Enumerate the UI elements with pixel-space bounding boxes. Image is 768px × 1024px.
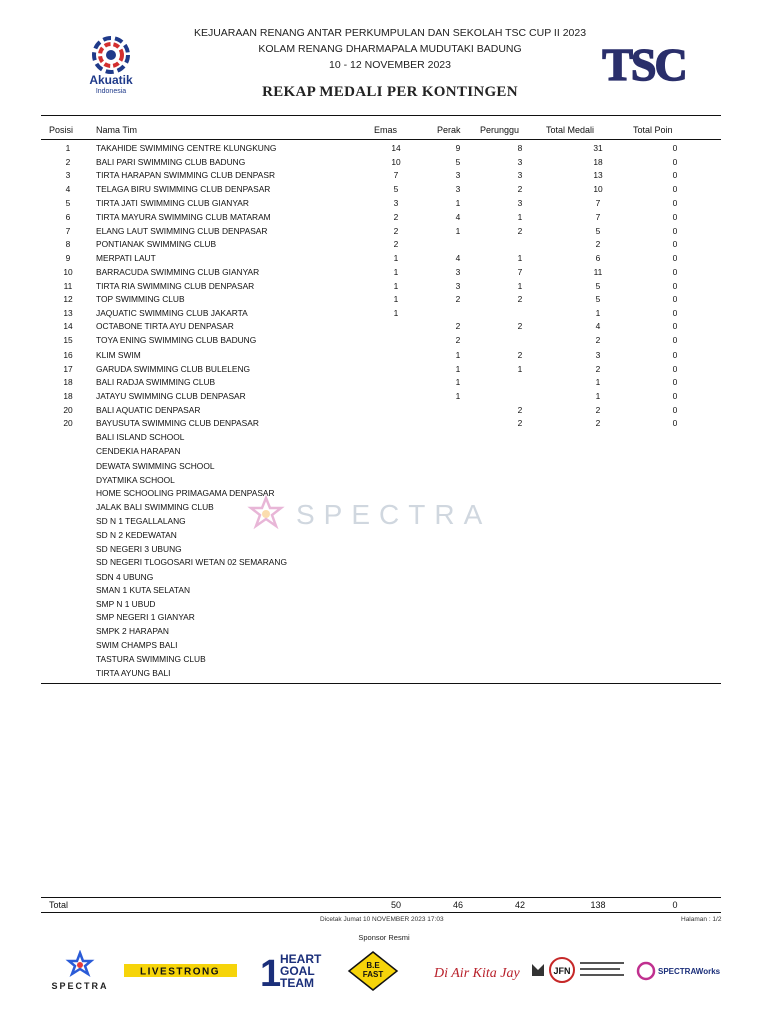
- sponsor-livestrong-text: LIVESTRONG: [139, 966, 221, 978]
- cell-posisi: 10: [63, 267, 73, 277]
- cell-total-medali: 11: [593, 267, 603, 277]
- cell-nama-tim: SD N 1 TEGALLALANG: [96, 516, 186, 526]
- cell-perunggu: 7: [517, 267, 523, 277]
- cell-nama-tim: JAQUATIC SWIMMING CLUB JAKARTA: [96, 308, 248, 318]
- cell-perunggu: 1: [517, 212, 523, 222]
- cell-perunggu: 3: [517, 198, 523, 208]
- table-row: [0, 239, 768, 252]
- cell-nama-tim: HOME SCHOOLING PRIMAGAMA DENPASAR: [96, 488, 275, 498]
- printed-timestamp: Dicetak Jumat 10 NOVEMBER 2023 17:03: [320, 916, 444, 923]
- cell-perak: 3: [455, 281, 461, 291]
- table-row: [0, 335, 768, 348]
- cell-total-medali: 2: [595, 239, 601, 249]
- cell-nama-tim: SMAN 1 KUTA SELATAN: [96, 585, 191, 595]
- table-row: [0, 461, 768, 474]
- akuatik-logo-sub: Indonesia: [95, 88, 127, 95]
- cell-posisi: 14: [63, 321, 73, 331]
- table-row: [0, 308, 768, 321]
- cell-perak: 3: [455, 267, 461, 277]
- totals-row: [0, 900, 768, 912]
- cell-nama-tim: MERPATI LAUT: [96, 253, 156, 263]
- svg-text:1: 1: [260, 953, 282, 992]
- totals-total-poin: 0: [672, 900, 678, 910]
- cell-total-medali: 7: [595, 212, 601, 222]
- cell-posisi: 15: [63, 335, 73, 345]
- cell-total-poin: 0: [672, 377, 678, 387]
- table-row: [0, 626, 768, 639]
- totals-top-rule: [41, 897, 721, 898]
- cell-perak: 3: [455, 170, 461, 180]
- cell-total-medali: 2: [595, 335, 601, 345]
- table-row: [0, 377, 768, 390]
- sponsor-befast: [347, 950, 399, 992]
- cell-perak: 4: [455, 253, 461, 263]
- cell-nama-tim: GARUDA SWIMMING CLUB BULELENG: [96, 364, 251, 374]
- cell-perak: 3: [455, 184, 461, 194]
- cell-nama-tim: TOYA ENING SWIMMING CLUB BADUNG: [96, 335, 257, 345]
- table-header-rule: [41, 139, 721, 140]
- cell-posisi: 2: [65, 157, 71, 167]
- col-perunggu: Perunggu: [480, 125, 520, 135]
- cell-total-poin: 0: [672, 143, 678, 153]
- cell-posisi: 20: [63, 418, 73, 428]
- cell-posisi: 13: [63, 308, 73, 318]
- cell-perak: 1: [455, 226, 461, 236]
- table-row: [0, 143, 768, 156]
- cell-posisi: 16: [63, 350, 73, 360]
- cell-total-medali: 5: [595, 226, 601, 236]
- totals-bottom-rule: [41, 912, 721, 913]
- cell-total-medali: 10: [593, 184, 603, 194]
- cell-total-poin: 0: [672, 418, 678, 428]
- sponsor-di-air-text: Di Air Kita Jaya: [434, 966, 520, 981]
- cell-nama-tim: PONTIANAK SWIMMING CLUB: [96, 239, 217, 249]
- cell-posisi: 20: [63, 405, 73, 415]
- cell-emas: 1: [393, 281, 399, 291]
- table-row: [0, 418, 768, 431]
- cell-nama-tim: TELAGA BIRU SWIMMING CLUB DENPASAR: [96, 184, 271, 194]
- table-row: [0, 253, 768, 266]
- cell-emas: 14: [391, 143, 401, 153]
- cell-total-poin: 0: [672, 239, 678, 249]
- cell-perunggu: 1: [517, 281, 523, 291]
- table-row: [0, 350, 768, 363]
- cell-total-medali: 2: [595, 364, 601, 374]
- cell-perak: 1: [455, 391, 461, 401]
- cell-nama-tim: SD N 2 KEDEWATAN: [96, 530, 177, 540]
- cell-posisi: 7: [65, 226, 71, 236]
- table-row: [0, 432, 768, 445]
- sponsor-jfn: [524, 950, 628, 992]
- cell-perunggu: 2: [517, 418, 523, 428]
- col-perak: Perak: [437, 125, 461, 135]
- cell-posisi: 17: [63, 364, 73, 374]
- cell-total-medali: 31: [593, 143, 603, 153]
- cell-total-medali: 2: [595, 418, 601, 428]
- cell-nama-tim: CENDEKIA HARAPAN: [96, 446, 181, 456]
- sponsor-heart-line3: TEAM: [280, 976, 314, 990]
- cell-total-medali: 1: [595, 377, 601, 387]
- cell-nama-tim: SMP NEGERI 1 GIANYAR: [96, 612, 195, 622]
- cell-total-medali: 3: [595, 350, 601, 360]
- table-row: [0, 585, 768, 598]
- sponsor-di-air: [430, 950, 520, 992]
- cell-nama-tim: JALAK BALI SWIMMING CLUB: [96, 502, 214, 512]
- table-row: [0, 446, 768, 459]
- cell-perunggu: 3: [517, 157, 523, 167]
- cell-perunggu: 1: [517, 253, 523, 263]
- cell-nama-tim: SD NEGERI TLOGOSARI WETAN 02 SEMARANG: [96, 557, 287, 567]
- cell-nama-tim: BALI PARI SWIMMING CLUB BADUNG: [96, 157, 246, 167]
- cell-posisi: 8: [65, 239, 71, 249]
- table-row: [0, 281, 768, 294]
- cell-emas: 1: [393, 294, 399, 304]
- cell-nama-tim: BALI RADJA SWIMMING CLUB: [96, 377, 216, 387]
- table-row: [0, 612, 768, 625]
- cell-nama-tim: TIRTA JATI SWIMMING CLUB GIANYAR: [96, 198, 249, 208]
- cell-emas: 5: [393, 184, 399, 194]
- cell-total-medali: 1: [595, 308, 601, 318]
- table-row: [0, 668, 768, 681]
- cell-nama-tim: TOP SWIMMING CLUB: [96, 294, 185, 304]
- cell-emas: 1: [393, 267, 399, 277]
- cell-emas: 10: [391, 157, 401, 167]
- totals-total-medali: 138: [590, 900, 606, 910]
- tsc-logo-text: TSC: [602, 39, 686, 86]
- col-total-poin: Total Poin: [633, 125, 673, 135]
- cell-total-medali: 2: [595, 405, 601, 415]
- col-total-medali: Total Medali: [546, 125, 595, 135]
- cell-nama-tim: DYATMIKA SCHOOL: [96, 475, 175, 485]
- cell-total-medali: 18: [593, 157, 603, 167]
- col-emas: Emas: [374, 125, 398, 135]
- sponsor-spectraworks-text: SPECTRAWorks: [658, 967, 721, 976]
- cell-emas: 2: [393, 212, 399, 222]
- cell-nama-tim: TIRTA RIA SWIMMING CLUB DENPASAR: [96, 281, 255, 291]
- cell-perak: 2: [455, 335, 461, 345]
- table-row: [0, 212, 768, 225]
- table-row: [0, 599, 768, 612]
- cell-perunggu: 2: [517, 350, 523, 360]
- cell-posisi: 6: [65, 212, 71, 222]
- cell-perak: 1: [455, 377, 461, 387]
- sponsor-jfn-text: JFN: [553, 966, 571, 976]
- table-row: [0, 198, 768, 211]
- cell-total-poin: 0: [672, 350, 678, 360]
- cell-total-poin: 0: [672, 212, 678, 222]
- cell-posisi: 5: [65, 198, 71, 208]
- table-row: [0, 557, 768, 570]
- cell-total-medali: 5: [595, 294, 601, 304]
- table-row: [0, 267, 768, 280]
- cell-perak: 1: [455, 364, 461, 374]
- table-row: [0, 654, 768, 667]
- table-top-rule: [41, 115, 721, 116]
- cell-perunggu: 2: [517, 405, 523, 415]
- table-row: [0, 226, 768, 239]
- cell-perunggu: 2: [517, 226, 523, 236]
- cell-posisi: 11: [63, 281, 73, 291]
- cell-perak: 1: [455, 350, 461, 360]
- cell-total-poin: 0: [672, 226, 678, 236]
- table-row: [0, 391, 768, 404]
- cell-perunggu: 2: [517, 321, 523, 331]
- sponsor-heart-line2: GOAL: [280, 964, 315, 978]
- cell-nama-tim: KLIM SWIM: [96, 350, 141, 360]
- cell-posisi: 4: [65, 184, 71, 194]
- cell-perunggu: 1: [517, 364, 523, 374]
- cell-perunggu: 2: [517, 294, 523, 304]
- sponsor-befast-line1: B.E: [366, 961, 380, 970]
- table-row: [0, 170, 768, 183]
- cell-emas: 2: [393, 226, 399, 236]
- cell-nama-tim: BARRACUDA SWIMMING CLUB GIANYAR: [96, 267, 260, 277]
- cell-total-medali: 1: [595, 391, 601, 401]
- cell-nama-tim: SD NEGERI 3 UBUNG: [96, 544, 182, 554]
- sponsor-spectra-text: SPECTRA: [51, 981, 109, 991]
- cell-total-poin: 0: [672, 391, 678, 401]
- akuatik-logo-name: Akuatik: [89, 73, 133, 87]
- cell-total-medali: 5: [595, 281, 601, 291]
- cell-perak: 2: [455, 294, 461, 304]
- table-row: [0, 184, 768, 197]
- cell-total-poin: 0: [672, 335, 678, 345]
- cell-nama-tim: TAKAHIDE SWIMMING CENTRE KLUNGKUNG: [96, 143, 277, 153]
- table-row: [0, 294, 768, 307]
- cell-total-poin: 0: [672, 198, 678, 208]
- cell-total-poin: 0: [672, 267, 678, 277]
- cell-nama-tim: JATAYU SWIMMING CLUB DENPASAR: [96, 391, 246, 401]
- spectra-watermark: [244, 494, 534, 534]
- table-row: [0, 157, 768, 170]
- table-row: [0, 572, 768, 585]
- cell-posisi: 3: [65, 170, 71, 180]
- sponsor-heart-goal-team: [258, 950, 328, 992]
- venue: KOLAM RENANG DHARMAPALA MUDUTAKI BADUNG: [258, 43, 522, 55]
- cell-total-poin: 0: [672, 281, 678, 291]
- cell-nama-tim: SMP N 1 UBUD: [96, 599, 156, 609]
- cell-total-poin: 0: [672, 157, 678, 167]
- cell-total-poin: 0: [672, 253, 678, 263]
- page-title: REKAP MEDALI PER KONTINGEN: [262, 84, 518, 100]
- cell-total-poin: 0: [672, 294, 678, 304]
- cell-perak: 1: [455, 198, 461, 208]
- cell-emas: 1: [393, 308, 399, 318]
- sponsor-heart-line1: HEART: [280, 952, 322, 966]
- table-row: [0, 321, 768, 334]
- col-nama-tim: Nama Tim: [96, 125, 138, 135]
- table-row: [0, 405, 768, 418]
- cell-nama-tim: TIRTA HARAPAN SWIMMING CLUB DENPASR: [96, 170, 275, 180]
- tsc-logo: [597, 38, 691, 86]
- table-row: [0, 544, 768, 557]
- cell-total-poin: 0: [672, 308, 678, 318]
- cell-total-medali: 13: [593, 170, 603, 180]
- cell-total-medali: 6: [595, 253, 601, 263]
- cell-emas: 2: [393, 239, 399, 249]
- col-posisi: Posisi: [49, 125, 74, 135]
- cell-total-poin: 0: [672, 321, 678, 331]
- cell-nama-tim: BALI ISLAND SCHOOL: [96, 432, 185, 442]
- cell-nama-tim: TIRTA AYUNG BALI: [96, 668, 171, 678]
- totals-perunggu: 42: [514, 900, 525, 910]
- cell-perunggu: 2: [517, 184, 523, 194]
- cell-nama-tim: ELANG LAUT SWIMMING CLUB DENPASAR: [96, 226, 268, 236]
- cell-nama-tim: DEWATA SWIMMING SCHOOL: [96, 461, 215, 471]
- table-row: [0, 364, 768, 377]
- totals-perak: 46: [452, 900, 463, 910]
- event-title: KEJUARAAN RENANG ANTAR PERKUMPULAN DAN SEKOLAH TSC CUP II 2023: [193, 27, 587, 39]
- cell-perunggu: 3: [517, 170, 523, 180]
- cell-nama-tim: BALI AQUATIC DENPASAR: [96, 405, 201, 415]
- totals-emas: 50: [390, 900, 401, 910]
- cell-posisi: 9: [65, 253, 71, 263]
- totals-label: Total: [49, 900, 69, 910]
- cell-perunggu: 8: [517, 143, 523, 153]
- sponsor-spectraworks: [632, 950, 722, 992]
- cell-total-medali: 7: [595, 198, 601, 208]
- cell-total-poin: 0: [672, 405, 678, 415]
- cell-total-poin: 0: [672, 184, 678, 194]
- sponsor-livestrong: [123, 950, 238, 992]
- cell-nama-tim: SDN 4 UBUNG: [96, 572, 154, 582]
- table-bottom-rule: [41, 683, 721, 684]
- cell-perak: 5: [455, 157, 461, 167]
- event-dates: 10 - 12 NOVEMBER 2023: [329, 59, 451, 71]
- sponsor-spectra: [44, 950, 116, 992]
- cell-emas: 7: [393, 170, 399, 180]
- cell-posisi: 18: [63, 377, 73, 387]
- cell-posisi: 12: [63, 294, 73, 304]
- table-row: [0, 475, 768, 488]
- sponsor-title: Sponsor Resmi: [358, 933, 410, 942]
- cell-emas: 1: [393, 253, 399, 263]
- cell-perak: 2: [455, 321, 461, 331]
- cell-total-poin: 0: [672, 170, 678, 180]
- cell-emas: 3: [393, 198, 399, 208]
- cell-posisi: 1: [65, 143, 71, 153]
- cell-nama-tim: SWIM CHAMPS BALI: [96, 640, 178, 650]
- cell-total-poin: 0: [672, 364, 678, 374]
- cell-perak: 9: [455, 143, 461, 153]
- cell-nama-tim: TASTURA SWIMMING CLUB: [96, 654, 206, 664]
- cell-nama-tim: SMPK 2 HARAPAN: [96, 626, 169, 636]
- table-row: [0, 640, 768, 653]
- sponsor-befast-line2: FAST: [362, 970, 384, 979]
- cell-perak: 4: [455, 212, 461, 222]
- cell-total-medali: 4: [595, 321, 601, 331]
- watermark-text: SPECTRA: [296, 499, 492, 530]
- page-number: Halaman : 1/2: [681, 916, 722, 923]
- cell-nama-tim: BAYUSUTA SWIMMING CLUB DENPASAR: [96, 418, 259, 428]
- cell-nama-tim: OCTABONE TIRTA AYU DENPASAR: [96, 321, 234, 331]
- cell-nama-tim: TIRTA MAYURA SWIMMING CLUB MATARAM: [96, 212, 271, 222]
- cell-posisi: 18: [63, 391, 73, 401]
